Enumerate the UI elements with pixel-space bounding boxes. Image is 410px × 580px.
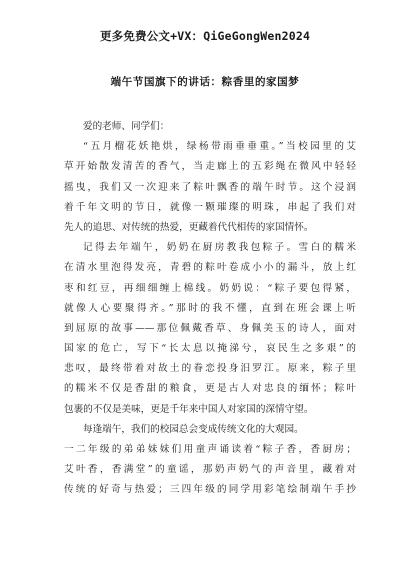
text-line: 包裹的不仅是美味，更是千年来中国人对家国的深情守望。: [64, 403, 314, 415]
document-body: [64, 117, 356, 501]
text-line: 在清水里泡得发亮，青碧的粽叶卷成小小的漏斗，放上红: [64, 262, 356, 274]
text-line: 每逢端午，我们的校园总会变成传统文化的大观园。: [83, 423, 304, 435]
page-header: 更多免费公文+VX：QiGeGongWen2024: [99, 29, 311, 43]
text-line: 先人的追思、对传统的热爱，更藏着代代相传的家国情怀。: [64, 221, 314, 233]
text-line: 爱的老师、同学们：: [83, 121, 170, 132]
text-line: 的糯米不仅是香甜的粮食，更是古人对忠良的缅怀；粽叶: [64, 383, 356, 395]
text-line: 着千年文明的节日，就像一颗璀璨的明珠，串起了我们对: [64, 201, 356, 213]
text-line: 就像人心要聚得齐。”那时的我不懂，直到在班会课上听: [64, 302, 356, 314]
text-line: “五月榴花妖艳烘，绿杨带雨垂垂重。”当校园里的艾: [83, 141, 356, 153]
text-line: 传统的好奇与热爱；三四年级的同学用彩笔绘制端午手抄: [64, 484, 356, 496]
text-line: 摇曳，我们又一次迎来了粽叶飘香的端午时节。这个浸润: [64, 181, 356, 193]
text-line: 艾叶香，香满堂”的童谣，那奶声奶气的声音里，藏着对: [64, 464, 356, 476]
text-line: 记得去年端午，奶奶在厨房教我包粽子。雪白的糯米: [83, 242, 356, 254]
text-line: 悲叹，最终带着对故土的眷恋投身汨罗江。原来，粽子里: [64, 363, 356, 375]
text-line: 枣和红豆，再细细缠上棉线。奶奶说：“粽子要包得紧，: [64, 282, 356, 294]
text-line: 一二年级的弟弟妹妹们用童声诵读着“粽子香，香厨房；: [64, 444, 356, 455]
text-line: 国家的危亡，写下“长太息以掩涕兮，哀民生之多艰”的: [64, 343, 356, 355]
text-line: 草开始散发清苦的香气，当走廊上的五彩绳在微风中轻轻: [64, 161, 356, 173]
document-title: 端午节国旗下的讲话：粽香里的家国梦: [110, 76, 300, 88]
text-line: 到屈原的故事——那位佩戴香草、身佩美玉的诗人，面对: [64, 322, 356, 334]
